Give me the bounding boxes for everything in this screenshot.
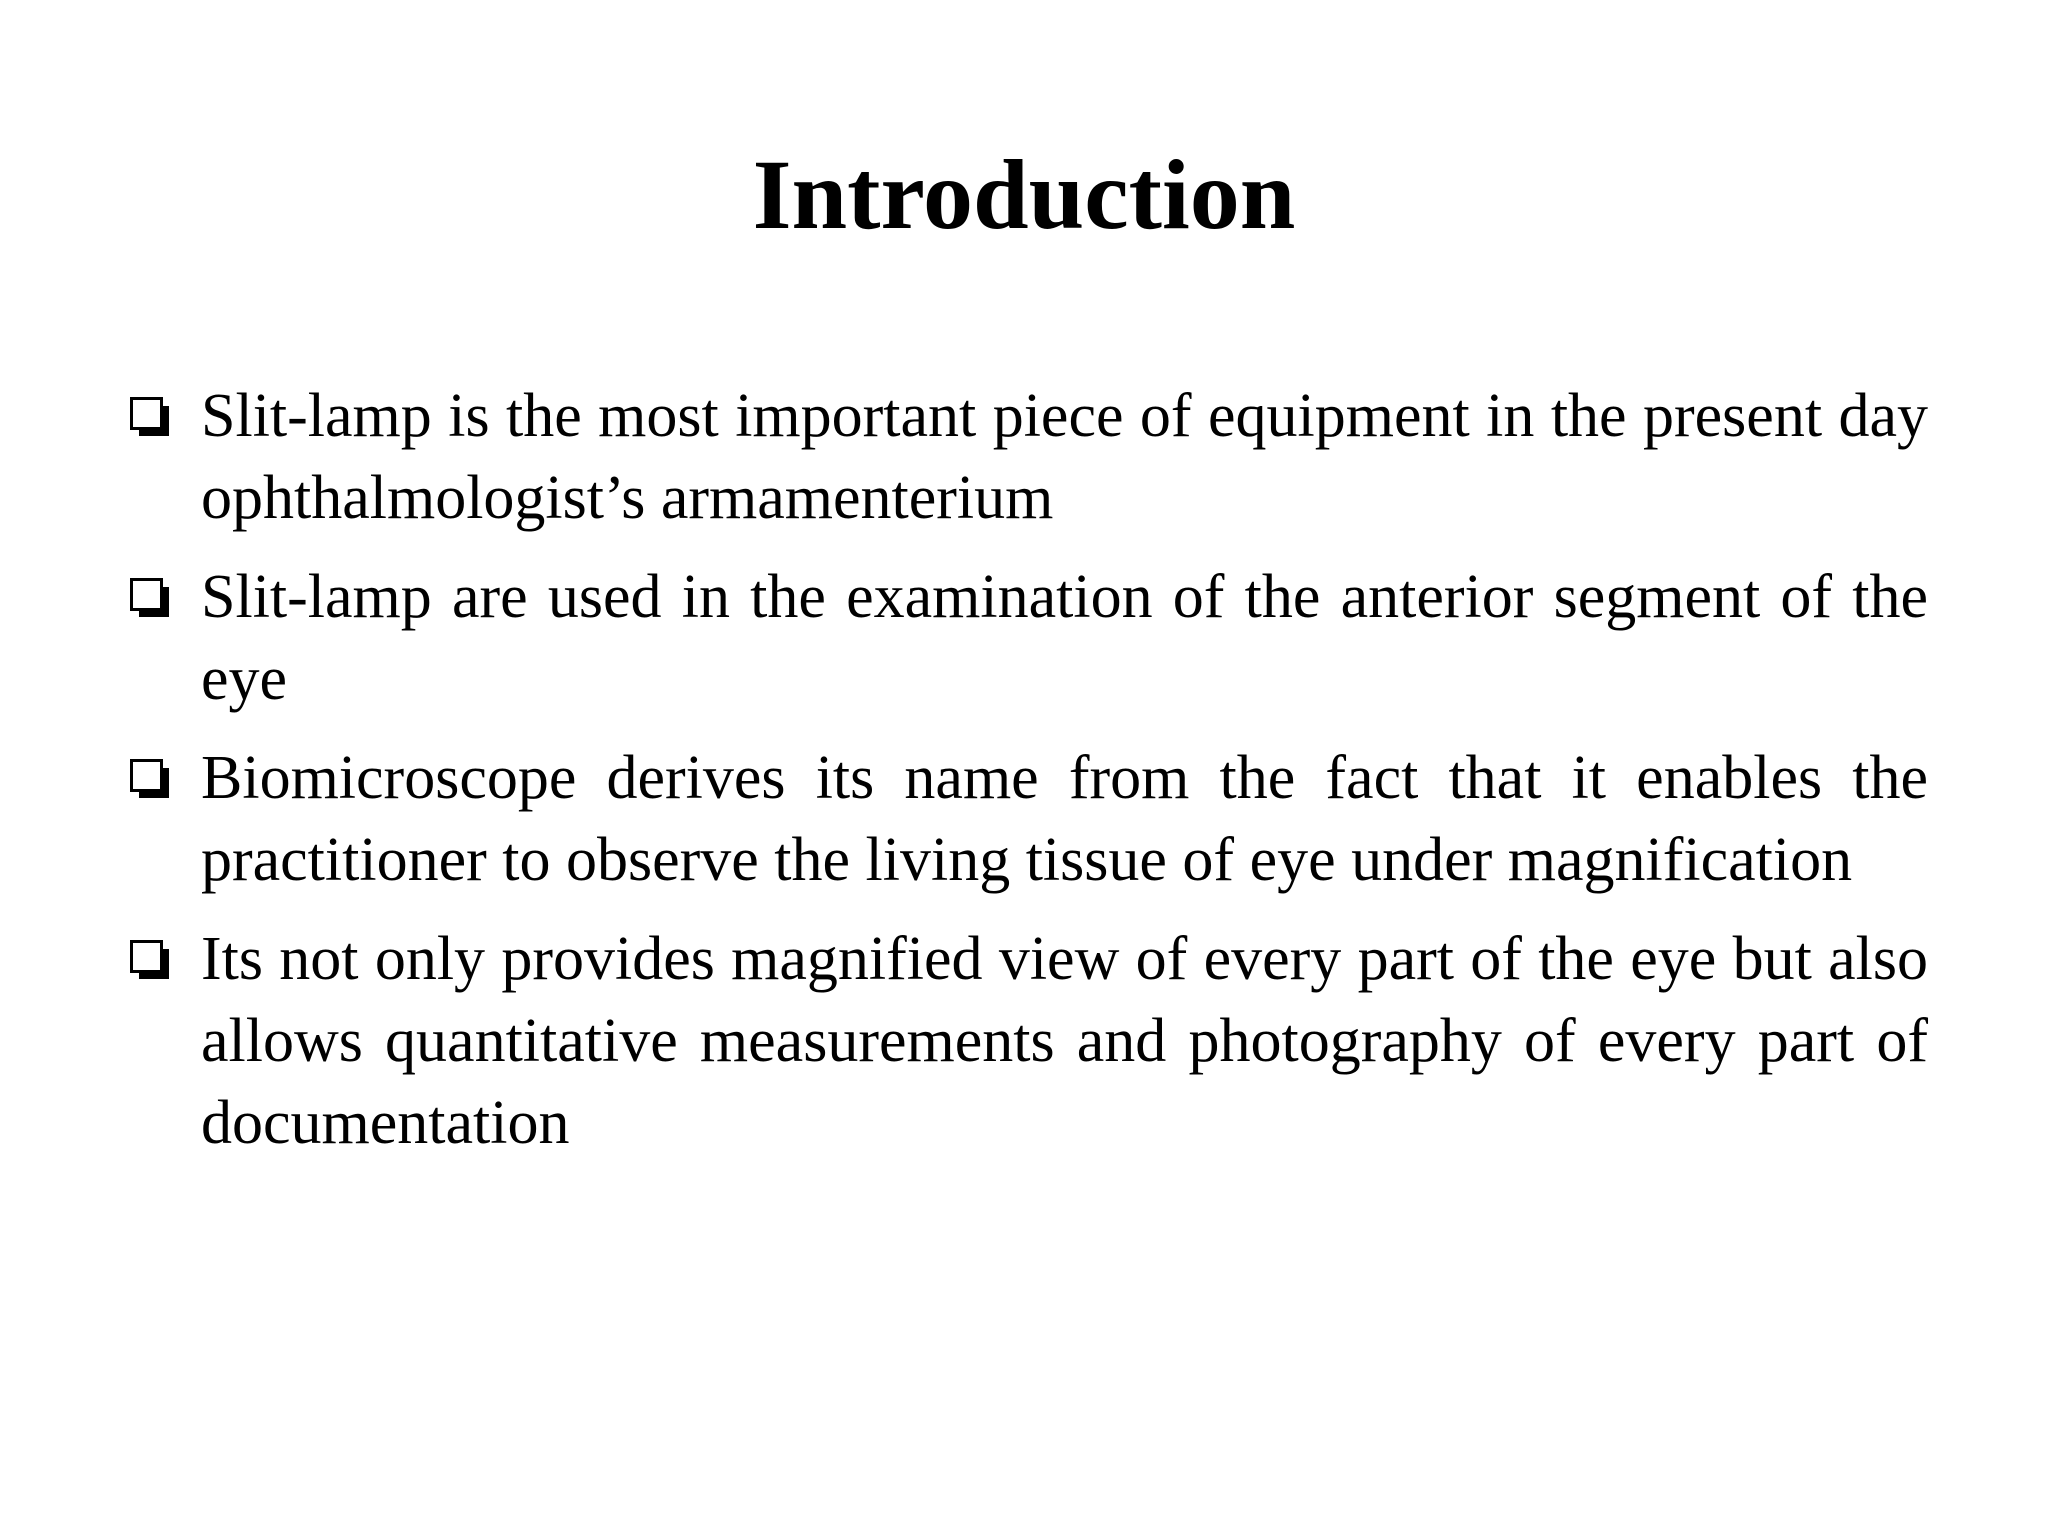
bullet-item	[128, 918, 1928, 1164]
bullet-item	[128, 556, 1928, 720]
bullet-text: Slit-lamp is the most important piece of equipment in the present day ophthalmologist’s armamenterium	[201, 382, 1928, 532]
checkbox-square-icon	[130, 397, 170, 437]
bullet-item	[128, 737, 1928, 901]
bullet-item	[128, 375, 1928, 539]
bullet-text: Biomicroscope derives its name from the fact that it enables the practitioner to observe the living tissue of eye under magnification	[201, 744, 1928, 894]
bullet-text: Its not only provides magnified view of every part of the eye but also allows quantitative measurements and photography of every part of documentation	[201, 925, 1928, 1157]
bullet-list	[128, 375, 1928, 1181]
bullet-text: Slit-lamp are used in the examination of the anterior segment of the eye	[201, 563, 1928, 713]
checkbox-square-icon	[130, 759, 170, 799]
checkbox-square-icon	[130, 940, 170, 980]
slide-title: Introduction	[752, 139, 1296, 250]
checkbox-square-icon	[130, 578, 170, 618]
